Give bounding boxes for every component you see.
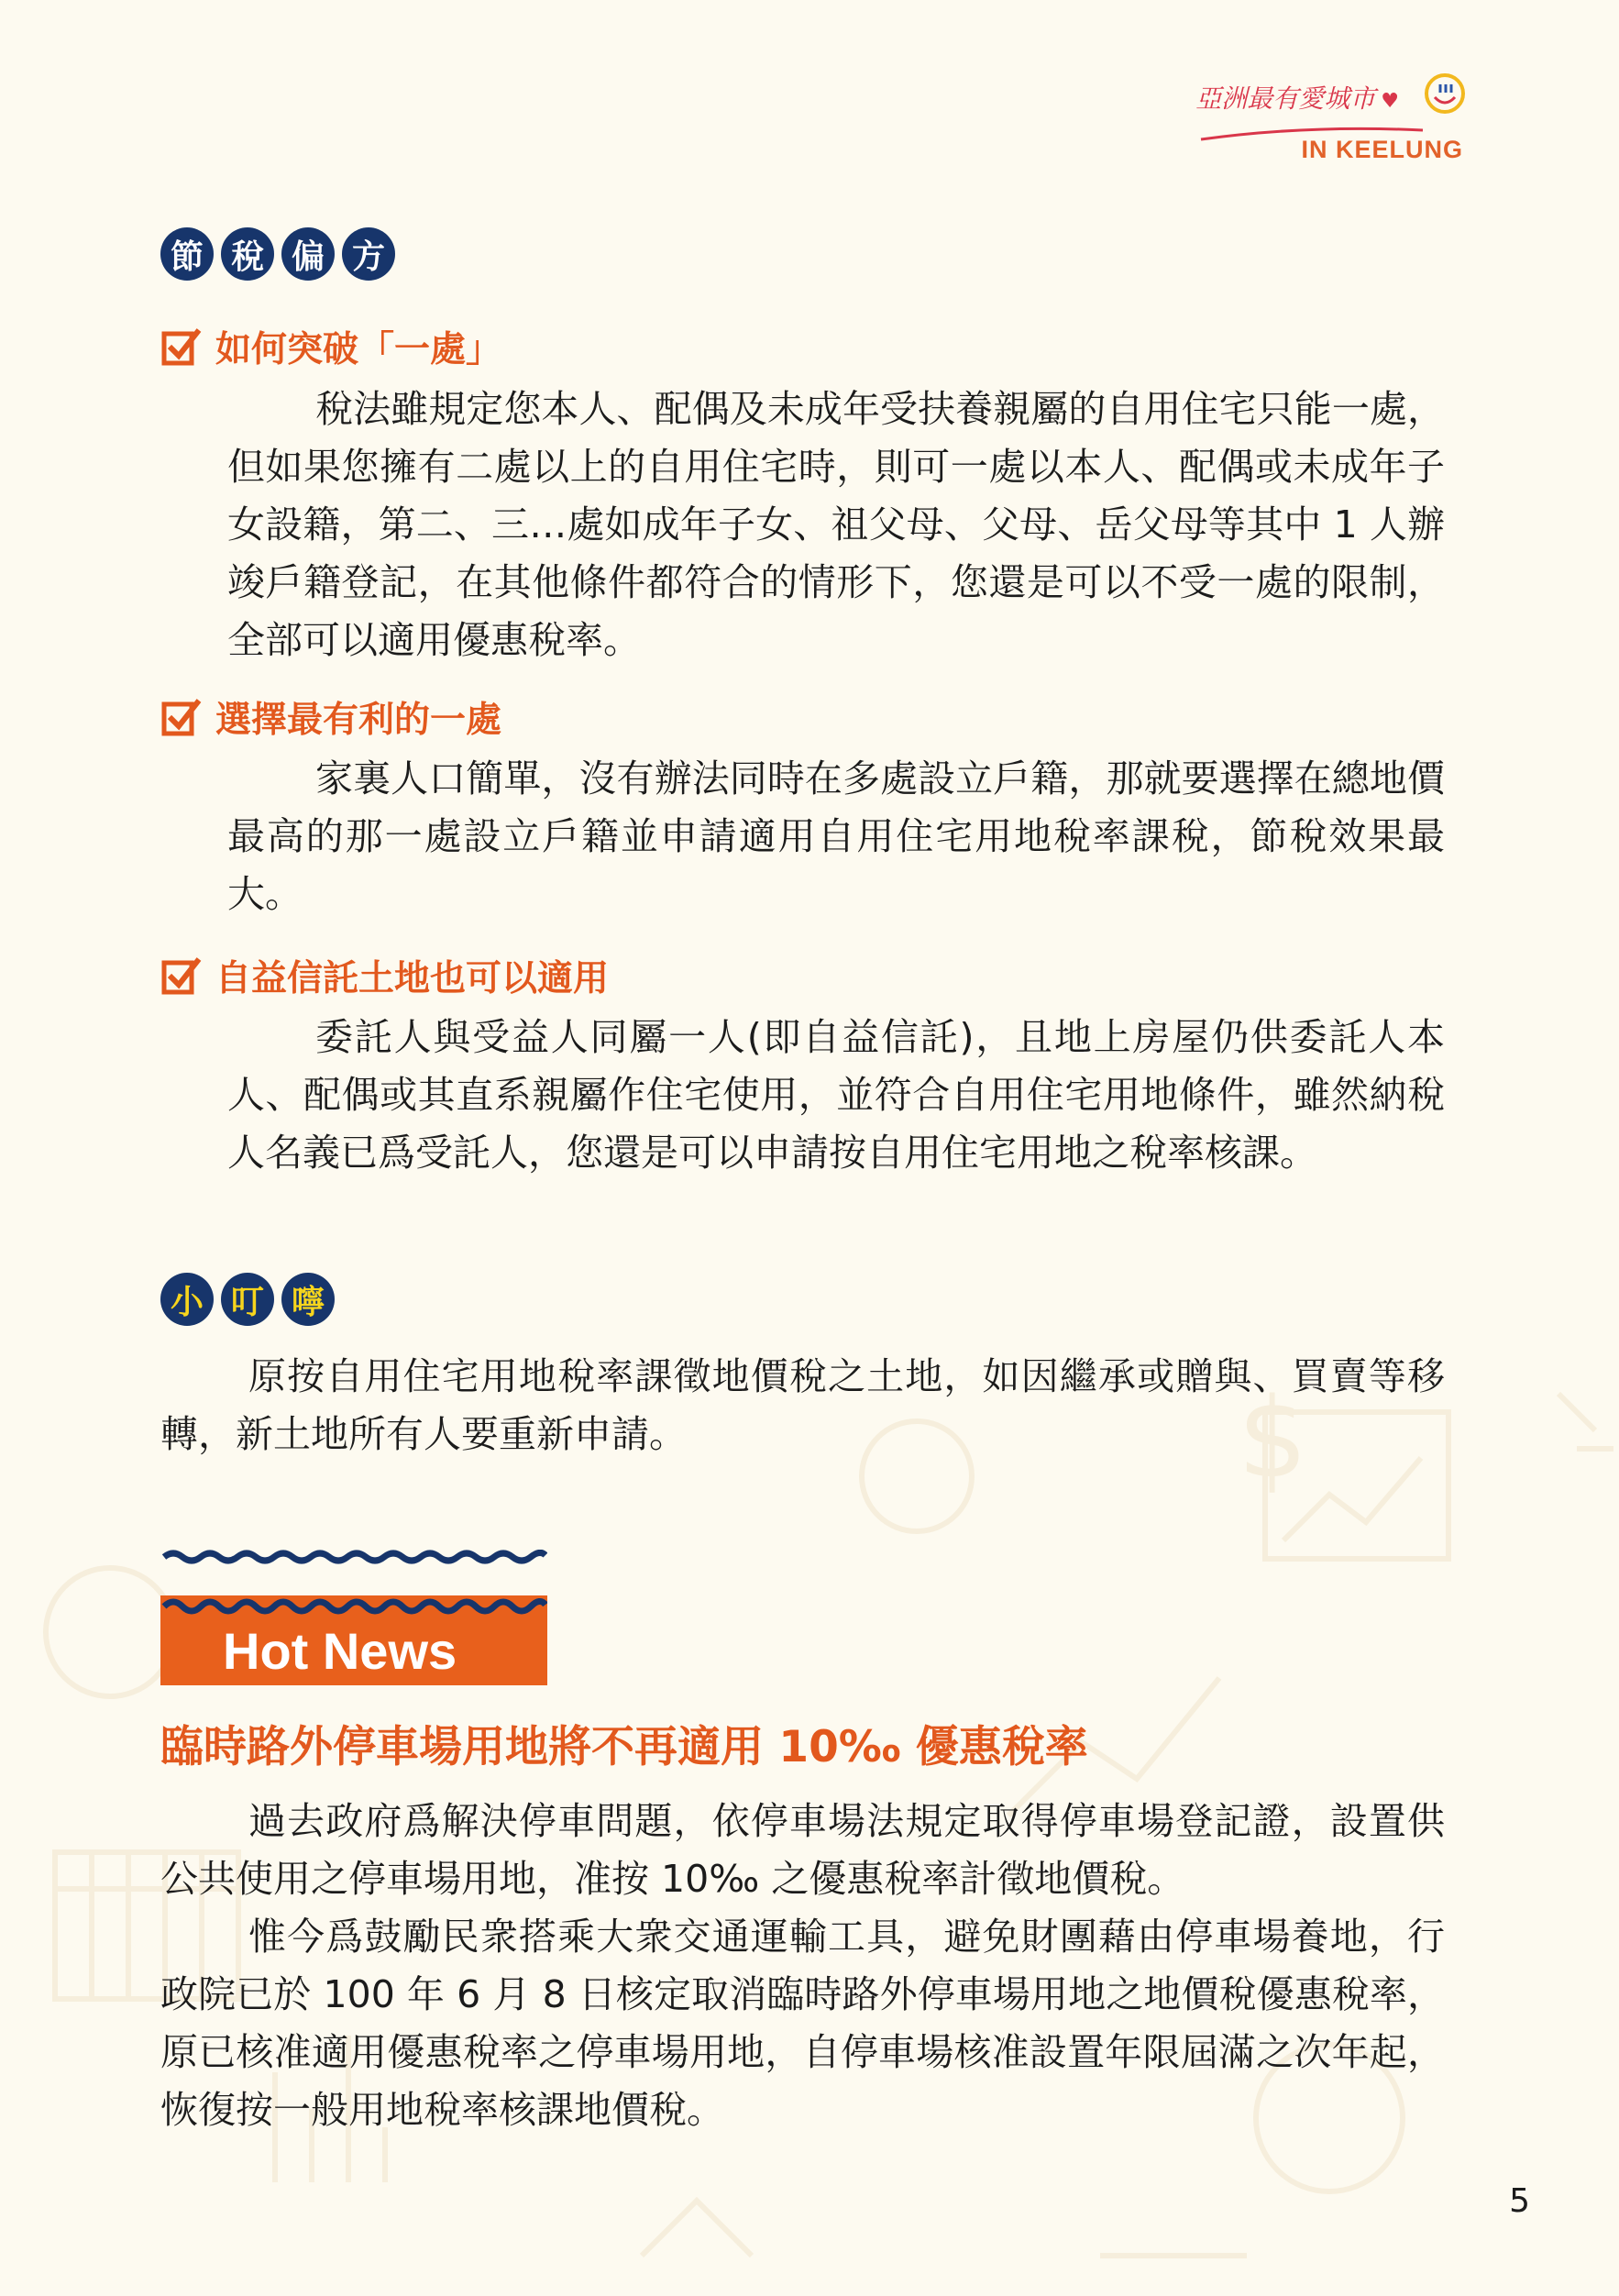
heart-icon: ♥ [1381,90,1399,113]
hot-news-label: Hot News [223,1622,457,1680]
city-logo [1170,72,1463,172]
reminder-char: 嚀 [281,1273,335,1326]
tip-heading: 自益信託土地也可以適用 [160,950,609,1001]
title-char: 方 [342,227,395,281]
smile-face-icon [1423,72,1467,116]
reminder-char: 小 [160,1273,214,1326]
tip-body: 委託人與受益人同屬一人(即自益信託)，且地上房屋仍供委託人本人、配偶或其直系親屬作住宅使用，並符合自用住宅用地條件，雖然納稅人名義已爲受託人，您還是可以申請按自用住宅用地之稅率核課。 [227,1015,1445,1175]
news-paragraph: 惟今爲鼓勵民衆搭乘大衆交通運輸工具，避免財團藉由停車場養地，行政院已於 100 年 6 月 8 日核定取消臨時路外停車場用地之地價稅優惠稅率，原已核准適用優惠稅率之停車場用地，自停車場核准設置年限屆滿之次年起，恢復按一般用地稅率核課地價稅。 [160,1915,1445,2132]
tip-body: 稅法雖規定您本人、配偶及未成年受扶養親屬的自用住宅只能一處，但如果您擁有二處以上的自用住宅時，則可一處以本人、配偶或未成年子女設籍，第二、三…處如成年子女、祖父母、父母、岳父母等其中 1 人辦竣戶籍登記，在其他條件都符合的情形下，您還是可以不受一處的限制，全部可以適用優惠稅率。 [227,387,1445,662]
checkbox-icon [160,326,203,367]
tip-body: 家裏人口簡單，沒有辦法同時在多處設立戶籍，那就要選擇在總地價最高的那一處設立戶籍並申請適用自用住宅用地稅率課稅，節稅效果最大。 [227,756,1445,916]
reminder-title [160,1273,335,1326]
reminder-char: 叮 [221,1273,274,1326]
reminder-body: 原按自用住宅用地稅率課徵地價稅之土地，如因繼承或贈與、買賣等移轉，新土地所有人要重新申請。 [160,1354,1445,1456]
tip-heading: 選擇最有利的一處 [160,691,501,743]
hot-news-banner [160,1550,547,1685]
section-title [160,227,395,281]
checkbox-icon [160,955,203,996]
svg-text:$: $ [1238,1375,1308,1503]
news-title: 臨時路外停車場用地將不再適用 10‰ 優惠稅率 [160,1722,1088,1772]
title-char: 稅 [221,227,274,281]
tip-heading: 如何突破「一處」 [160,321,501,372]
page-number: 5 [1509,2182,1530,2220]
news-paragraph: 過去政府爲解決停車問題，依停車場法規定取得停車場登記證，設置供公共使用之停車場用地，准按 10‰ 之優惠稅率計徵地價稅。 [160,1799,1445,1901]
checkbox-icon [160,697,203,737]
title-char: 節 [160,227,214,281]
logo-script-text: 亞洲最有愛城市 ♥ [1195,83,1399,114]
logo-subtitle: IN KEELUNG [1301,136,1463,163]
title-char: 偏 [281,227,335,281]
